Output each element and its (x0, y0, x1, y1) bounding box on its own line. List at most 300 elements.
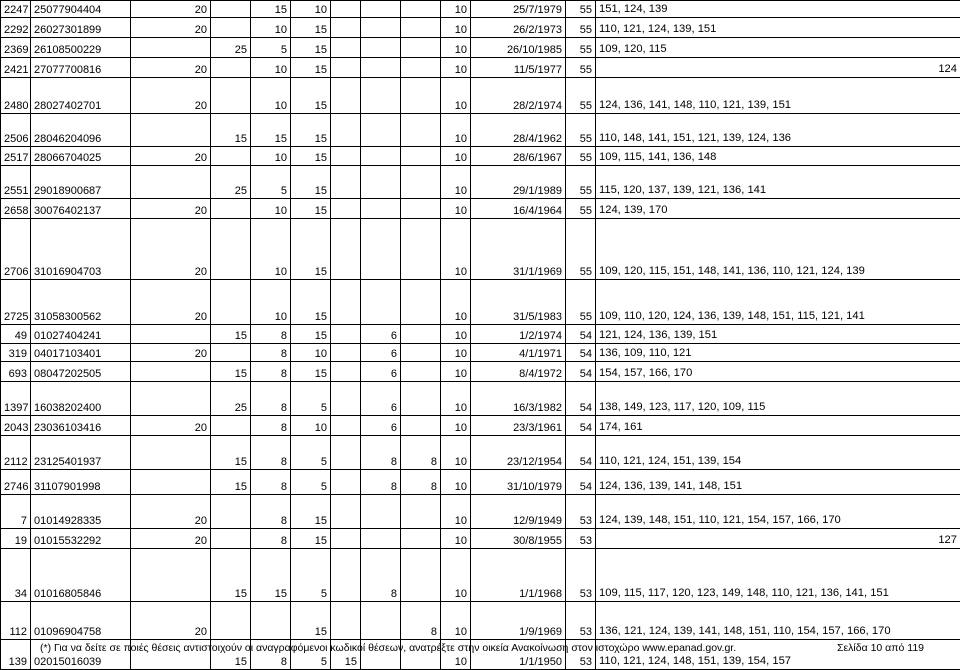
cell-c5b (401, 18, 441, 38)
cell-list: 109, 115, 117, 120, 123, 149, 148, 110, 121, 136, 141, 151 (596, 549, 960, 602)
cell-c4: 15 (291, 18, 331, 38)
cell-c5b (401, 362, 441, 382)
cell-date: 28/4/1962 (471, 114, 566, 147)
cell-c6: 10 (441, 199, 471, 219)
cell-c6: 10 (441, 219, 471, 280)
cell-list: 110, 121, 124, 148, 151, 139, 154, 157 (596, 640, 960, 670)
cell-id: 2292 (1, 18, 31, 38)
cell-c2: 25 (211, 382, 251, 416)
cell-c4: 5 (291, 382, 331, 416)
cell-c1 (131, 549, 211, 602)
cell-score: 55 (566, 78, 596, 114)
table-row (1, 602, 960, 640)
cell-c4: 15 (291, 219, 331, 280)
cell-c4: 5 (291, 640, 331, 670)
cell-c4: 10 (291, 1, 331, 18)
cell-c5b (401, 344, 441, 362)
cell-c6: 10 (441, 470, 471, 495)
cell-c4b (331, 436, 361, 470)
cell-list: 109, 120, 115, 151, 148, 141, 136, 110, 121, 124, 139 (596, 219, 960, 280)
cell-c1: 20 (131, 199, 211, 219)
cell-c4b (331, 38, 361, 58)
cell-code: 31058300562 (31, 280, 131, 325)
cell-c3: 8 (251, 529, 291, 549)
cell-id: 2247 (1, 1, 31, 18)
cell-c2 (211, 147, 251, 166)
cell-c1: 20 (131, 529, 211, 549)
table-row (1, 344, 960, 362)
cell-c1: 20 (131, 416, 211, 436)
cell-date: 28/2/1974 (471, 78, 566, 114)
cell-c1: 20 (131, 280, 211, 325)
cell-c2 (211, 344, 251, 362)
cell-c4: 5 (291, 549, 331, 602)
cell-c1: 20 (131, 344, 211, 362)
cell-c1 (131, 382, 211, 416)
cell-c3: 8 (251, 640, 291, 670)
cell-code: 08047202505 (31, 362, 131, 382)
cell-c3: 8 (251, 416, 291, 436)
cell-code: 28066704025 (31, 147, 131, 166)
cell-c3: 10 (251, 58, 291, 78)
cell-c1: 20 (131, 147, 211, 166)
cell-c4: 15 (291, 495, 331, 529)
cell-c4b (331, 495, 361, 529)
cell-c6: 10 (441, 280, 471, 325)
cell-date: 31/5/1983 (471, 280, 566, 325)
cell-c1 (131, 325, 211, 344)
cell-c1 (131, 362, 211, 382)
cell-list: 110, 148, 141, 151, 121, 139, 124, 136 (596, 114, 960, 147)
cell-c3: 10 (251, 147, 291, 166)
cell-c3: 5 (251, 166, 291, 199)
cell-c5: 6 (361, 382, 401, 416)
cell-c6: 10 (441, 602, 471, 640)
cell-id: 19 (1, 529, 31, 549)
cell-code: 01016805846 (31, 549, 131, 602)
cell-c1 (131, 38, 211, 58)
cell-c6: 10 (441, 166, 471, 199)
table-row (1, 325, 960, 344)
cell-c1: 20 (131, 219, 211, 280)
cell-score: 55 (566, 166, 596, 199)
cell-date: 11/5/1977 (471, 58, 566, 78)
cell-c2: 15 (211, 325, 251, 344)
cell-score: 53 (566, 640, 596, 670)
cell-c5b (401, 529, 441, 549)
cell-code: 30076402137 (31, 199, 131, 219)
cell-list: 154, 157, 166, 170 (596, 362, 960, 382)
table-row (1, 147, 960, 166)
cell-date: 1/1/1968 (471, 549, 566, 602)
cell-code: 23036103416 (31, 416, 131, 436)
cell-score: 53 (566, 549, 596, 602)
cell-score: 55 (566, 199, 596, 219)
table-row (1, 1, 960, 18)
cell-c1: 20 (131, 78, 211, 114)
cell-c5: 6 (361, 325, 401, 344)
cell-list: 110, 121, 124, 151, 139, 154 (596, 436, 960, 470)
cell-code: 28027402701 (31, 78, 131, 114)
cell-date: 31/10/1979 (471, 470, 566, 495)
cell-code: 29018900687 (31, 166, 131, 199)
cell-c3: 10 (251, 280, 291, 325)
cell-c2 (211, 529, 251, 549)
cell-list: 127 (596, 529, 960, 549)
cell-c4b (331, 219, 361, 280)
cell-list: 136, 121, 124, 139, 141, 148, 151, 110, 154, 157, 166, 170 (596, 602, 960, 640)
cell-date: 23/12/1954 (471, 436, 566, 470)
cell-c1: 20 (131, 18, 211, 38)
cell-list: 124 (596, 58, 960, 78)
cell-score: 54 (566, 344, 596, 362)
cell-code: 01027404241 (31, 325, 131, 344)
cell-c5b (401, 1, 441, 18)
table-row (1, 166, 960, 199)
cell-list: 174, 161 (596, 416, 960, 436)
cell-c4: 15 (291, 38, 331, 58)
cell-c3: 10 (251, 78, 291, 114)
cell-list: 109, 120, 115 (596, 38, 960, 58)
cell-c5b (401, 199, 441, 219)
cell-c2: 15 (211, 549, 251, 602)
cell-c6: 10 (441, 382, 471, 416)
cell-code: 04017103401 (31, 344, 131, 362)
cell-c1 (131, 166, 211, 199)
table-row (1, 549, 960, 602)
cell-c5b: 8 (401, 436, 441, 470)
cell-c4b (331, 199, 361, 219)
cell-code: 16038202400 (31, 382, 131, 416)
cell-c5b (401, 38, 441, 58)
cell-score: 54 (566, 416, 596, 436)
cell-c4: 15 (291, 529, 331, 549)
cell-c6: 10 (441, 416, 471, 436)
cell-date: 1/1/1950 (471, 640, 566, 670)
cell-c4: 15 (291, 602, 331, 640)
cell-c2 (211, 199, 251, 219)
cell-list: 115, 120, 137, 139, 121, 136, 141 (596, 166, 960, 199)
cell-id: 2517 (1, 147, 31, 166)
cell-c2 (211, 58, 251, 78)
cell-score: 55 (566, 147, 596, 166)
cell-score: 55 (566, 58, 596, 78)
cell-c4b (331, 114, 361, 147)
cell-c6: 10 (441, 362, 471, 382)
cell-code: 02015016039 (31, 640, 131, 670)
cell-c6: 10 (441, 436, 471, 470)
cell-c4b (331, 470, 361, 495)
cell-id: 2506 (1, 114, 31, 147)
cell-date: 4/1/1971 (471, 344, 566, 362)
cell-c4b (331, 602, 361, 640)
cell-code: 27077700816 (31, 58, 131, 78)
cell-date: 12/9/1949 (471, 495, 566, 529)
cell-c6: 10 (441, 529, 471, 549)
footer-note: (*) Για να δείτε σε ποιές θέσεις αντιστοιχούν οι αναγραφόμενοι κωδικοί θέσεων, ανατρέξτε στην οικεία Ανακοίνωση στον ιστοχώρο www.epanad.gov.gr. (40, 642, 736, 654)
cell-c2 (211, 416, 251, 436)
cell-c4b (331, 78, 361, 114)
cell-list: 121, 124, 136, 139, 151 (596, 325, 960, 344)
table-row (1, 362, 960, 382)
cell-c6: 10 (441, 147, 471, 166)
cell-c4b (331, 325, 361, 344)
cell-score: 55 (566, 1, 596, 18)
cell-score: 55 (566, 18, 596, 38)
cell-c5 (361, 199, 401, 219)
cell-c4: 5 (291, 470, 331, 495)
cell-score: 53 (566, 602, 596, 640)
cell-c2: 25 (211, 166, 251, 199)
cell-code: 26027301899 (31, 18, 131, 38)
cell-c5b: 8 (401, 470, 441, 495)
cell-list: 136, 109, 110, 121 (596, 344, 960, 362)
cell-date: 30/8/1955 (471, 529, 566, 549)
cell-c2 (211, 219, 251, 280)
cell-c4: 15 (291, 147, 331, 166)
cell-c1: 20 (131, 602, 211, 640)
cell-c4: 15 (291, 325, 331, 344)
cell-c1: 20 (131, 1, 211, 18)
cell-score: 55 (566, 114, 596, 147)
cell-c2: 25 (211, 38, 251, 58)
cell-id: 2480 (1, 78, 31, 114)
cell-c4b (331, 362, 361, 382)
cell-c4b: 15 (331, 640, 361, 670)
cell-score: 55 (566, 219, 596, 280)
cell-c5b (401, 58, 441, 78)
cell-date: 16/3/1982 (471, 382, 566, 416)
cell-c5b (401, 416, 441, 436)
cell-c3: 8 (251, 362, 291, 382)
cell-c5b (401, 325, 441, 344)
cell-c6: 10 (441, 344, 471, 362)
cell-c3: 8 (251, 382, 291, 416)
cell-date: 16/4/1964 (471, 199, 566, 219)
cell-c4: 5 (291, 436, 331, 470)
cell-c6: 10 (441, 549, 471, 602)
cell-list: 124, 139, 148, 151, 110, 121, 154, 157, 166, 170 (596, 495, 960, 529)
cell-c5b (401, 114, 441, 147)
table-row (1, 219, 960, 280)
table-row (1, 78, 960, 114)
cell-code: 28046204096 (31, 114, 131, 147)
cell-c1 (131, 470, 211, 495)
cell-c3: 8 (251, 344, 291, 362)
cell-c6: 10 (441, 58, 471, 78)
cell-list: 124, 136, 141, 148, 110, 121, 139, 151 (596, 78, 960, 114)
cell-list: 109, 110, 120, 124, 136, 139, 148, 151, 115, 121, 141 (596, 280, 960, 325)
cell-score: 53 (566, 495, 596, 529)
cell-c2 (211, 495, 251, 529)
cell-id: 49 (1, 325, 31, 344)
cell-code: 31016904703 (31, 219, 131, 280)
cell-c3: 8 (251, 470, 291, 495)
cell-c5b (401, 495, 441, 529)
cell-date: 1/9/1969 (471, 602, 566, 640)
table-row (1, 38, 960, 58)
cell-id: 2421 (1, 58, 31, 78)
cell-date: 26/2/1973 (471, 18, 566, 38)
cell-c2: 15 (211, 436, 251, 470)
cell-code: 01096904758 (31, 602, 131, 640)
cell-id: 7 (1, 495, 31, 529)
cell-c5 (361, 147, 401, 166)
cell-date: 1/2/1974 (471, 325, 566, 344)
cell-c1: 20 (131, 58, 211, 78)
cell-list: 124, 139, 170 (596, 199, 960, 219)
cell-c5: 6 (361, 416, 401, 436)
page-number: Σελίδα 10 από 119 (837, 642, 924, 654)
cell-date: 26/10/1985 (471, 38, 566, 58)
cell-score: 53 (566, 529, 596, 549)
cell-c4: 15 (291, 362, 331, 382)
cell-c4b (331, 549, 361, 602)
cell-c5: 8 (361, 436, 401, 470)
cell-c4: 15 (291, 166, 331, 199)
cell-c3: 10 (251, 199, 291, 219)
cell-c5: 6 (361, 362, 401, 382)
cell-c6: 10 (441, 78, 471, 114)
cell-id: 2746 (1, 470, 31, 495)
cell-date: 8/4/1972 (471, 362, 566, 382)
cell-id: 2725 (1, 280, 31, 325)
cell-c5 (361, 529, 401, 549)
cell-score: 54 (566, 362, 596, 382)
cell-c5 (361, 38, 401, 58)
table-row (1, 529, 960, 549)
cell-c2 (211, 280, 251, 325)
cell-code: 26108500229 (31, 38, 131, 58)
cell-c4b (331, 147, 361, 166)
cell-c5b (401, 219, 441, 280)
cell-c5 (361, 1, 401, 18)
cell-c5b (401, 382, 441, 416)
cell-c2: 15 (211, 114, 251, 147)
cell-date: 28/6/1967 (471, 147, 566, 166)
cell-id: 139 (1, 640, 31, 670)
cell-c1: 20 (131, 495, 211, 529)
cell-c3: 8 (251, 495, 291, 529)
cell-id: 2658 (1, 199, 31, 219)
cell-c6: 10 (441, 38, 471, 58)
table-row (1, 436, 960, 470)
cell-c6: 10 (441, 18, 471, 38)
cell-id: 1397 (1, 382, 31, 416)
cell-score: 54 (566, 470, 596, 495)
cell-c5 (361, 495, 401, 529)
table-row (1, 416, 960, 436)
cell-score: 55 (566, 38, 596, 58)
cell-c4: 15 (291, 58, 331, 78)
table-row (1, 470, 960, 495)
cell-c5 (361, 18, 401, 38)
cell-list: 151, 124, 139 (596, 1, 960, 18)
table-row (1, 280, 960, 325)
table-row (1, 382, 960, 416)
cell-list: 109, 115, 141, 136, 148 (596, 147, 960, 166)
cell-c3: 15 (251, 1, 291, 18)
cell-c2: 15 (211, 470, 251, 495)
cell-score: 54 (566, 325, 596, 344)
cell-c4: 15 (291, 199, 331, 219)
cell-c2 (211, 78, 251, 114)
cell-c3: 15 (251, 549, 291, 602)
table-row (1, 199, 960, 219)
cell-c1 (131, 114, 211, 147)
table-row (1, 114, 960, 147)
cell-c4b (331, 280, 361, 325)
cell-code: 31107901998 (31, 470, 131, 495)
cell-c5 (361, 219, 401, 280)
cell-id: 2043 (1, 416, 31, 436)
cell-c2 (211, 602, 251, 640)
cell-c5 (361, 280, 401, 325)
cell-id: 319 (1, 344, 31, 362)
cell-date: 31/1/1969 (471, 219, 566, 280)
cell-c6: 10 (441, 325, 471, 344)
cell-c5 (361, 78, 401, 114)
cell-code: 01014928335 (31, 495, 131, 529)
cell-c6: 10 (441, 114, 471, 147)
cell-score: 54 (566, 436, 596, 470)
cell-id: 2551 (1, 166, 31, 199)
cell-c5b (401, 147, 441, 166)
cell-c5 (361, 58, 401, 78)
table-row (1, 495, 960, 529)
cell-code: 25077904404 (31, 1, 131, 18)
cell-c4: 10 (291, 344, 331, 362)
cell-c6: 10 (441, 640, 471, 670)
cell-c4b (331, 529, 361, 549)
table-row (1, 58, 960, 78)
cell-c4: 15 (291, 114, 331, 147)
cell-code: 23125401937 (31, 436, 131, 470)
cell-c6: 10 (441, 1, 471, 18)
cell-c5 (361, 166, 401, 199)
cell-c2: 15 (211, 640, 251, 670)
cell-c5 (361, 602, 401, 640)
cell-c6: 10 (441, 495, 471, 529)
cell-c4b (331, 344, 361, 362)
cell-id: 2706 (1, 219, 31, 280)
cell-c5b (401, 280, 441, 325)
cell-date: 23/3/1961 (471, 416, 566, 436)
cell-c4b (331, 166, 361, 199)
cell-id: 34 (1, 549, 31, 602)
cell-c3 (251, 602, 291, 640)
cell-id: 112 (1, 602, 31, 640)
cell-c3: 8 (251, 436, 291, 470)
cell-list: 138, 149, 123, 117, 120, 109, 115 (596, 382, 960, 416)
cell-c4b (331, 58, 361, 78)
cell-c5b (401, 166, 441, 199)
cell-c3: 10 (251, 219, 291, 280)
cell-c1 (131, 436, 211, 470)
cell-c3: 5 (251, 38, 291, 58)
cell-code: 01015532292 (31, 529, 131, 549)
cell-c4: 15 (291, 280, 331, 325)
cell-c3: 10 (251, 18, 291, 38)
cell-c5b (401, 549, 441, 602)
cell-c4b (331, 18, 361, 38)
cell-date: 29/1/1989 (471, 166, 566, 199)
cell-c2 (211, 18, 251, 38)
cell-id: 693 (1, 362, 31, 382)
cell-c5: 8 (361, 470, 401, 495)
cell-date: 25/7/1979 (471, 1, 566, 18)
cell-list: 124, 136, 139, 141, 148, 151 (596, 470, 960, 495)
